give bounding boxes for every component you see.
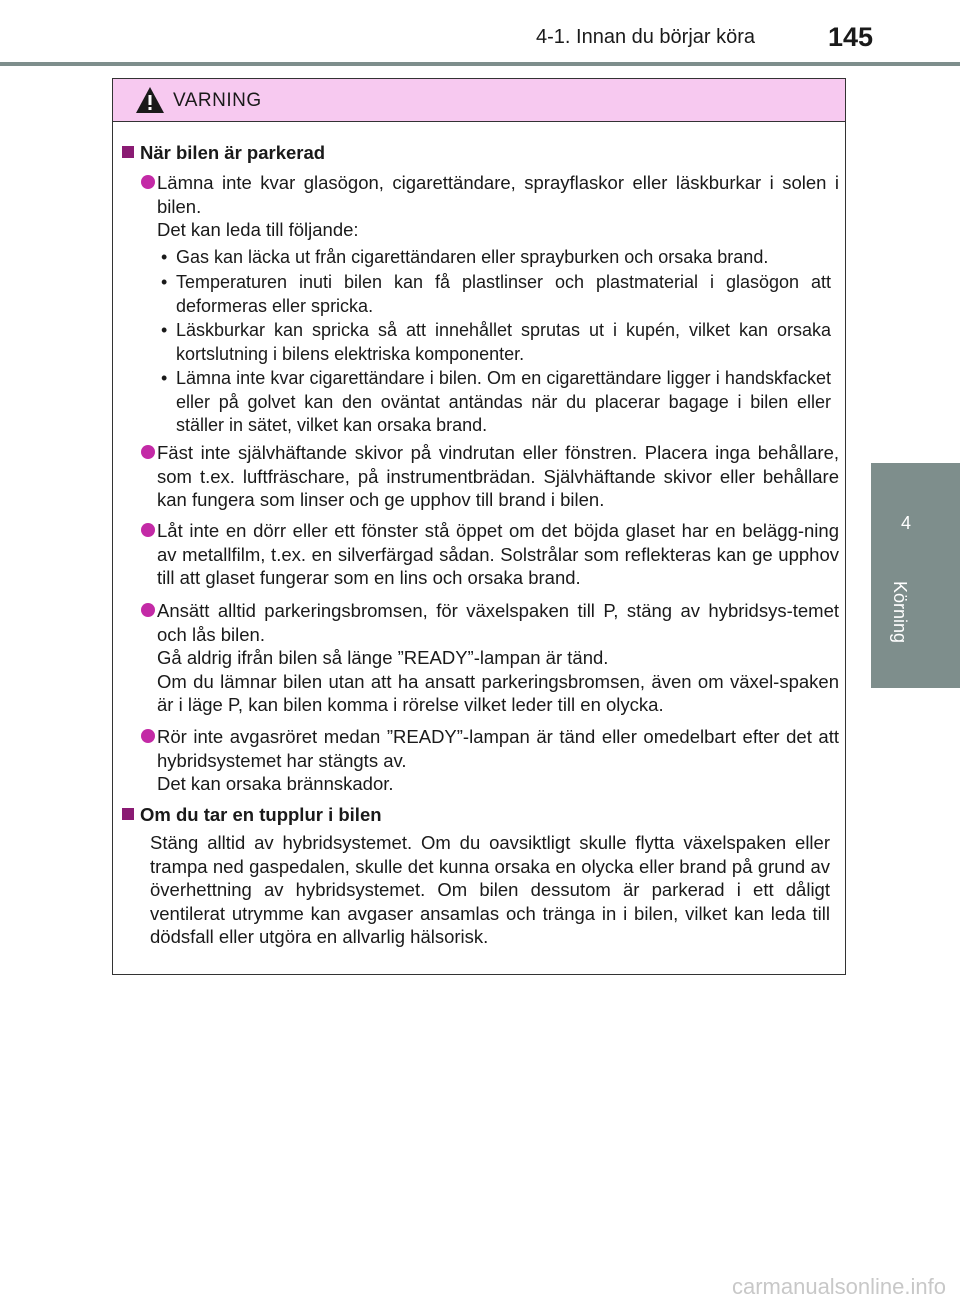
header-divider <box>0 62 960 66</box>
chapter-side-tab <box>871 463 960 688</box>
warning-header <box>113 79 845 122</box>
round-bullet-icon <box>141 523 155 537</box>
page-number: 145 <box>828 22 874 52</box>
list-item: Fäst inte självhäftande skivor på vindrutan eller fönstren. Placera inga behållare, som t.ex. luftfräschare, på instrumentbrädan. Självhäftande skivor eller behållare kan fungera som linser och ge upphov till brand i bilen. <box>121 441 839 512</box>
side-tab-label: Körning <box>890 581 910 644</box>
section-paragraph: Stäng alltid av hybridsystemet. Om du oavsiktligt skulle flytta växelspaken eller trampa ned gaspedalen, skulle det kunna orsaka en olycka eller brand på grund av överhettning av hybridsystemet. Om bilen dessutom är parkerad i ett dåligt ventilerat utrymme kan avgaser ansamlas och tränga in i bilen, vilket kan leda till dödsfall eller utgöra en allvarlig hälsorisk. <box>150 832 830 947</box>
round-bullet-icon <box>141 603 155 617</box>
warning-triangle-icon <box>135 86 165 114</box>
list-item: Rör inte avgasröret medan ”READY”-lampan är tänd eller omedelbart efter det att hybridsystemet har stängts av. Det kan orsaka brännskador. <box>121 725 839 796</box>
round-bullet-icon <box>141 729 155 743</box>
section-heading: Om du tar en tupplur i bilen <box>122 803 382 827</box>
round-bullet-icon <box>141 445 155 459</box>
sub-list-item: • Läskburkar kan spricka så att innehållet sprutas ut i kupén, vilket kan orsaka kortslutning i bilens elektriska komponenter. <box>161 320 831 364</box>
sub-list-item: • Lämna inte kvar cigarettändare i bilen. Om en cigarettändare ligger i handskfacket eller på golvet kan den oväntat antändas när du placerar bagage i bilen eller ställer in sätet, vilket kan orsaka brand. <box>161 368 831 435</box>
warning-box <box>112 78 846 975</box>
side-tab-number: 4 <box>900 513 911 533</box>
list-item: Lämna inte kvar glasögon, cigarettändare, sprayflaskor eller läskburkar i solen i bilen. Det kan leda till följande: <box>121 171 839 242</box>
warning-title: VARNING <box>173 90 262 111</box>
sub-list-item: • Gas kan läcka ut från cigarettändaren eller sprayburken och orsaka brand. <box>161 247 769 267</box>
watermark: carmanualsonline.info <box>731 1274 946 1299</box>
list-item: Låt inte en dörr eller ett fönster stå öppet om det böjda glaset har en belägg-ning av metallfilm, t.ex. en silverfärgad sådan. Solstrålar som reflekteras kan ge upphov till att glaset fungerar som en lins och orsaka brand. <box>121 519 839 590</box>
section-heading: När bilen är parkerad <box>122 141 325 165</box>
square-bullet-icon <box>122 146 134 158</box>
square-bullet-icon <box>122 808 134 820</box>
list-item: Ansätt alltid parkeringsbromsen, för växelspaken till P, stäng av hybridsys-temet och lås bilen. Gå aldrig ifrån bilen så länge ”READY”-lampan är tänd. Om du lämnar bilen utan att ha ansatt parkeringsbromsen, även om växel-spaken är i läge P, kan bilen komma i rörelse vilket leder till en olycka. <box>121 599 839 717</box>
chapter-title: 4-1. Innan du börjar köra <box>536 26 756 48</box>
sub-list-item: • Temperaturen inuti bilen kan få plastlinser och plastmaterial i glasögon att deformeras eller spricka. <box>161 272 831 316</box>
round-bullet-icon <box>141 175 155 189</box>
